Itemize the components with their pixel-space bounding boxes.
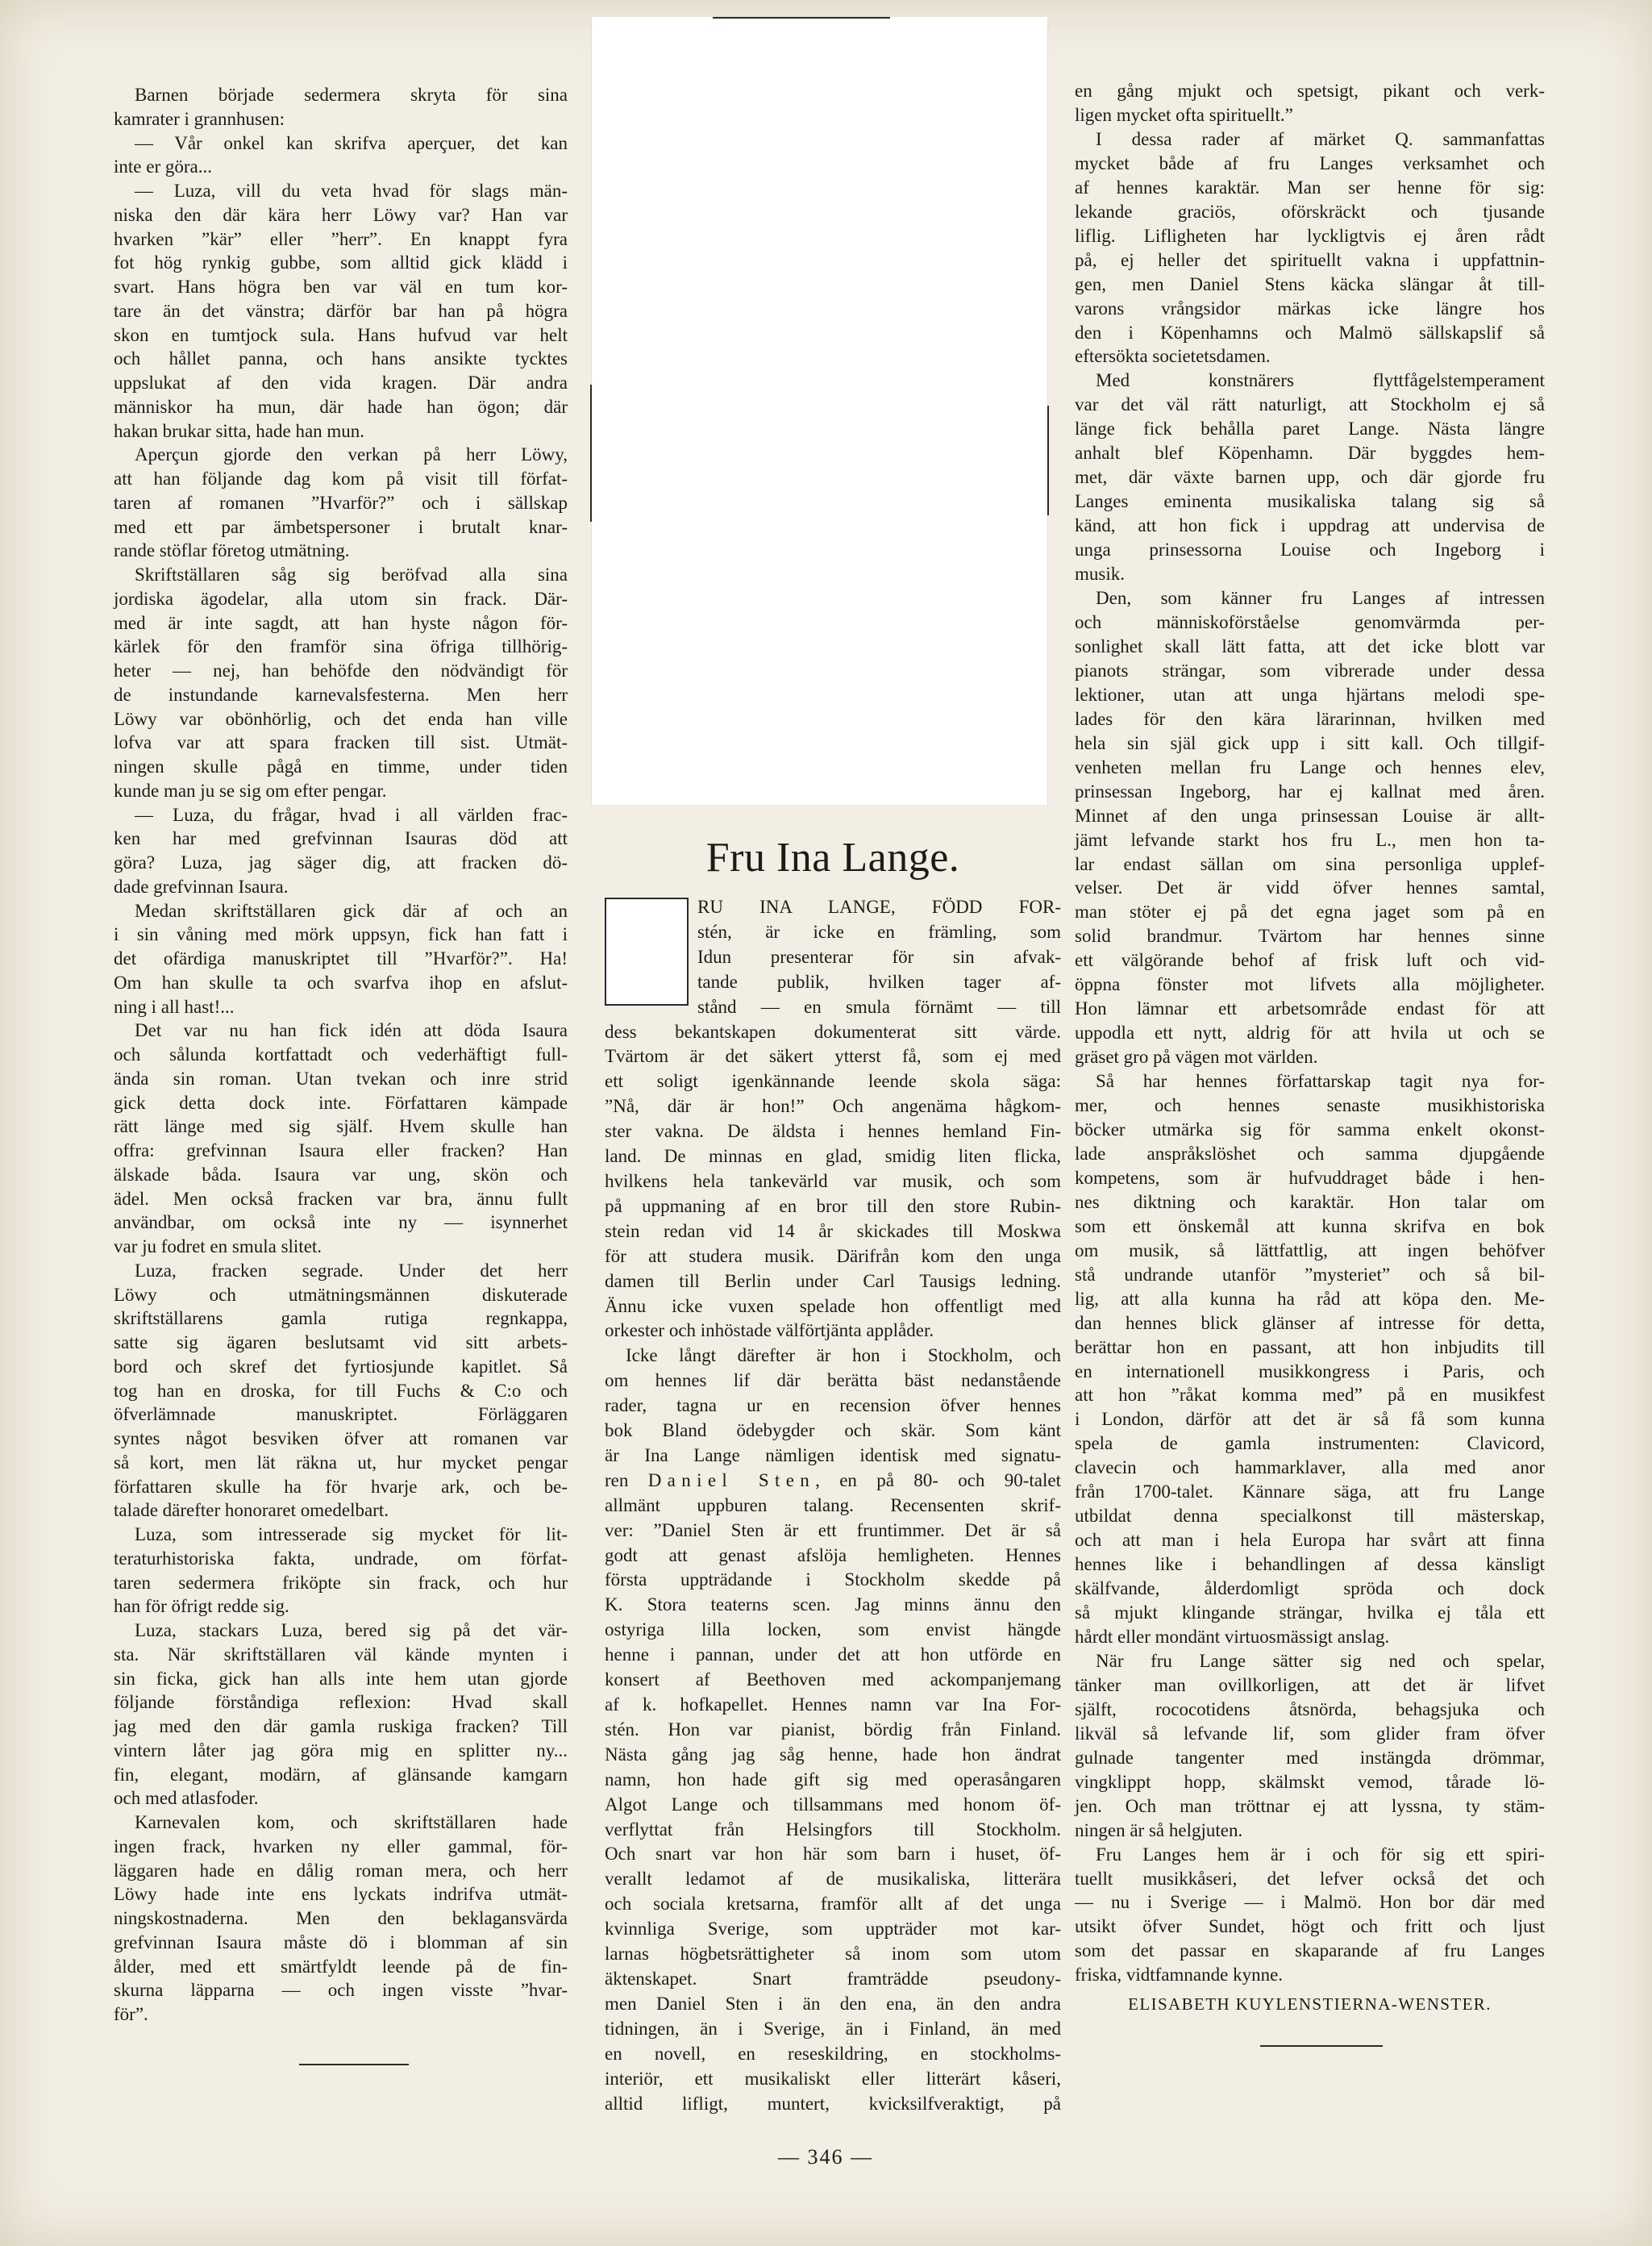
text-line: — nu i Sverige — i Malmö. Hon bor där med	[1075, 1892, 1545, 1913]
text-line: på uppmaning af en bror till den store Rubin-	[605, 1195, 1061, 1216]
text-line: ädel. Men också fracken var bra, ännu fullt	[114, 1188, 568, 1209]
text-line: han för öfrigt redde sig.	[114, 1596, 289, 1617]
text-line: land. De minnas en glad, smidig liten flicka,	[605, 1146, 1061, 1167]
text-line: stén, är icke en främling, som	[697, 921, 1061, 942]
paragraph	[114, 443, 568, 563]
text-line: tog han en droska, for till Fuchs & C:o och	[114, 1380, 568, 1401]
text-line: lig, att alla kunna ha råd att köpa den. Me-	[1075, 1288, 1545, 1309]
text-line: niska den där kära herr Löwy var? Han var	[114, 204, 568, 225]
text-line: länge fick behålla paret Lange. Nästa längre	[1075, 419, 1545, 440]
paragraph	[1075, 1069, 1545, 1649]
text-line: Tvärtom är det säkert ytterst få, som ej med	[605, 1046, 1061, 1067]
text-line: följande förståndiga reflexion: Hvad skall	[114, 1692, 568, 1713]
text-line: offra: grefvinnan Isaura eller fracken? Han	[114, 1140, 568, 1161]
text-line: ligen mycket ofta spirituellt.”	[1075, 104, 1293, 125]
paragraph	[1075, 1649, 1545, 1843]
text-line: taren af romanen ”Hvarför?” och i sällskap	[114, 492, 568, 513]
text-line: gick detta dock inte. Författaren kämpade	[114, 1092, 568, 1113]
text-line: prinsessan Ingeborg, har ej kallnat med åren.	[1075, 781, 1545, 802]
text-line: är Ina Lange nämligen identisk med signatu-	[605, 1444, 1061, 1465]
text-line: människor ha mun, där hade han ögon; där	[114, 396, 568, 417]
text-line: på, ej heller det spirituellt vakna i uppfattnin-	[1075, 249, 1545, 270]
end-divider-left	[299, 2064, 409, 2065]
text-line: varons vrångsidor märkas icke längre hos	[1075, 298, 1545, 319]
text-line: lade anspråkslöshet och samma djupgående	[1075, 1143, 1545, 1164]
author-signature: ELISABETH KUYLENSTIERNA-WENSTER.	[1128, 1994, 1492, 2015]
text-line: ända sin roman. Utan tvekan och inre strid	[114, 1068, 568, 1089]
text-line: böcker utmärka sig för samma enkelt okonst-	[1075, 1119, 1545, 1140]
text-line: så mjukt klingande strängar, hvilka ej tåla ett	[1075, 1602, 1545, 1623]
text-line: sonlighet skall lätt fatta, att det icke blott var	[1075, 635, 1545, 656]
paragraph	[1075, 79, 1545, 127]
text-line: den i Köpenhamns och Malmö sällskapslif så	[1075, 322, 1545, 343]
text-line: om musik, så lättfattlig, att ingen behöfver	[1075, 1240, 1545, 1261]
text-line: Det var nu han fick idén att döda Isaura	[135, 1020, 568, 1041]
text-line: rande stöflar företog utmätning.	[114, 540, 350, 561]
text-line: ningen är så helgjuten.	[1075, 1819, 1243, 1840]
paragraph	[1075, 127, 1545, 369]
text-line: Den, som känner fru Langes af intressen	[1096, 588, 1545, 609]
paragraph	[114, 899, 568, 1019]
text-line: ”Nå, där är hon!” Och angenäma hågkom-	[605, 1096, 1061, 1117]
paragraph	[1075, 369, 1545, 586]
text-line: Fru Langes hem är i och för sig ett spiri-	[1096, 1844, 1545, 1865]
text-line: läggaren hade en dålig roman mera, och herr	[114, 1860, 568, 1881]
text-line: hvarken ”kär” eller ”herr”. En knappt fyra	[114, 228, 568, 249]
text-line: öfverlämnade manuskriptet. Förläggaren	[114, 1404, 568, 1425]
text-line: lektioner, utan att unga hjärtans melodi spe-	[1075, 684, 1545, 705]
text-line: en internationell musikkongress i Paris, och	[1075, 1361, 1545, 1381]
spaced-signature-name: Daniel Sten	[647, 1469, 816, 1490]
text-line: lekande graciös, oförskräckt och tjusande	[1075, 201, 1545, 222]
text-line: älskade båda. Isaura var ung, skön och	[114, 1164, 568, 1185]
text-line: användbar, om också inte ny — isynnerhet	[114, 1212, 568, 1233]
text-line: K. Stora teaterns scen. Jag minns ännu den	[605, 1594, 1061, 1615]
text-line: jämt lefvande starkt hos fru L., men hon ta-	[1075, 829, 1545, 850]
text-line: göra? Luza, jag säger dig, att fracken dö-	[114, 852, 568, 873]
text-line: Medan skriftställaren gick där af och an	[135, 900, 568, 921]
text-line: Minnet af den unga prinsessan Louise är allt-	[1075, 805, 1545, 826]
text-line: verflyttat från Helsingfors till Stockholm.	[605, 1819, 1061, 1840]
text-line: men Daniel Sten i än den ena, än den andra	[605, 1993, 1061, 2014]
text-line: Langes eminenta musikaliska talang sig så	[1075, 491, 1545, 512]
text-line: Och snart var hon här som barn i huset, öf-	[605, 1844, 1061, 1865]
text-line: att han följande dag kom på visit till förfat-	[114, 469, 568, 489]
text-line: kamrater i grannhusen:	[114, 108, 285, 129]
text-line: rätt länge med sig själf. Hvem skulle han	[114, 1116, 568, 1137]
text-line: hårdt eller mondänt virtuosmässigt anslag.	[1075, 1627, 1390, 1647]
text-line: författaren skulle ha för hvarje ark, och be-	[114, 1476, 568, 1497]
text-line: Så har hennes författarskap tagit nya for-	[1096, 1071, 1545, 1092]
text-line: ster vakna. De äldsta i hennes hemland Fin-	[605, 1121, 1061, 1142]
text-line: vingklippt hopp, skälmskt vemod, tårade lö-	[1075, 1771, 1545, 1792]
text-line: Löwy var obönhörlig, och det enda han ville	[114, 708, 568, 729]
text-line: RU INA LANGE, FÖDD FOR-	[697, 897, 1061, 917]
text-line: stén. Hon var pianist, bördig från Finland.	[605, 1719, 1061, 1740]
text-line: Algot Lange och tillsammans med honom öf-	[605, 1794, 1061, 1815]
text-line: skurna läpparna — och ingen visste ”hvar-	[114, 1980, 568, 2001]
text-line: allmänt uppburen talang. Recensenten skrif-	[605, 1494, 1061, 1515]
text-line: och sociala kretsarna, framför allt af det unga	[605, 1894, 1061, 1915]
text-line: vintern låter jag göra mig en splitter ny...	[114, 1740, 568, 1761]
text-line: mer, och hennes senaste musikhistoriska	[1075, 1095, 1545, 1116]
text-line: Luza, stackars Luza, bered sig på det vär-	[135, 1620, 568, 1640]
text-line: Karnevalen kom, och skriftställaren hade	[135, 1812, 568, 1832]
text-line: hakan brukar sitta, hade han mun.	[114, 420, 365, 441]
paragraph	[114, 1811, 568, 2027]
text-line: — Vår onkel kan skrifva aperçuer, det kan	[135, 132, 568, 153]
text-line: var ju fodret en smula slitet.	[114, 1236, 322, 1256]
text-line: liflig. Lifligheten har lyckligtvis ej åren rådt	[1075, 225, 1545, 246]
text-line: met, där växte barnen upp, och där gjorde fru	[1075, 467, 1545, 488]
paragraph	[1075, 586, 1545, 1069]
text-line: Icke långt därefter är hon i Stockholm, och	[626, 1345, 1061, 1366]
text-line: inte er göra...	[114, 156, 212, 177]
text-line: Luza, som intresserade sig mycket för lit-	[135, 1524, 568, 1544]
text-line: uppodla ett nytt, aldrig för att hvila ut och se	[1075, 1023, 1545, 1044]
text-line: hela sin själ gick upp i sitt kall. Och tillgif-	[1075, 732, 1545, 753]
center-column-article	[605, 895, 1061, 2116]
text-line: de instundande karnevalsfesterna. Men herr	[114, 684, 568, 705]
text-line: ningen skulle pågå en timme, under tiden	[114, 756, 568, 777]
text-line: verallt ledamot af de musikaliska, litterära	[605, 1869, 1061, 1890]
text-line: kärlek för den framför sina öfriga tillhörig-	[114, 636, 568, 657]
page-number: — 346 —	[778, 2145, 873, 2169]
text-line: var det väl rätt naturligt, att Stockholm ej så	[1075, 394, 1545, 415]
text-line: äktenskapet. Snart framträdde pseudony-	[605, 1968, 1061, 1989]
paragraph	[605, 895, 1061, 1344]
text-line: i London, därför att det är så få som kunna	[1075, 1409, 1545, 1430]
text-line: för”.	[114, 2004, 148, 2024]
text-line: gulnade tangenter med instängda drömmar,	[1075, 1747, 1545, 1768]
text-segment: ren	[605, 1469, 648, 1490]
text-line: gräset gro på vägen mot världen.	[1075, 1047, 1318, 1068]
text-line: som ett önskemål att kunna skrifva en bok	[1075, 1215, 1545, 1236]
text-line: tare än det vänstra; därför bar han på högra	[114, 300, 568, 321]
text-line: jen. Och man tröttnar ej att lyssna, ty stäm-	[1075, 1795, 1545, 1816]
text-line: ken har med grefvinnan Isauras död att	[114, 828, 568, 849]
text-line: man stöter ej på det egna jaget som på en	[1075, 902, 1545, 923]
text-line: af k. hofkapellet. Hennes namn var Ina For-	[605, 1694, 1061, 1715]
paragraph	[114, 83, 568, 131]
text-line: från 1700-talet. Kännare säga, att fru Lange	[1075, 1481, 1545, 1502]
text-line: skriftställarens gamla rutiga regnkappa,	[114, 1308, 568, 1329]
paragraph	[114, 179, 568, 443]
text-line: bord och skref det fyrtiosjunde kapitlet. Så	[114, 1356, 568, 1377]
text-line: orkester och inhöstade välförtjänta applåder.	[605, 1320, 934, 1341]
text-line: lades för den kära lärarinnan, hvilken med	[1075, 708, 1545, 729]
text-line: När fru Lange sätter sig ned och spelar,	[1096, 1650, 1545, 1671]
paragraph	[114, 1523, 568, 1619]
photo-edge-left	[590, 385, 592, 522]
right-column-paragraphs	[1075, 79, 1545, 1987]
text-line: grefvinnan Isaura måste dö i blomman af sin	[114, 1931, 568, 1952]
text-line: och hållet panna, och hans ansikte tycktes	[114, 348, 568, 369]
text-line: musik.	[1075, 564, 1125, 585]
text-line: likväl så lefvande lif, som glider fram öfver	[1075, 1723, 1545, 1744]
text-line: så kort, men lät räkna ut, hur mycket pengar	[114, 1452, 568, 1473]
text-line: talade därefter honoraret omedelbart.	[114, 1500, 389, 1521]
text-line: hennes like i behandlingen af dessa känsligt	[1075, 1554, 1545, 1575]
text-line: pianots strängar, som vibrerade under dessa	[1075, 660, 1545, 681]
text-line: uppslukat af den vida kragen. Där andra	[114, 373, 568, 393]
text-line: velser. Det är vidd öfver hennes samtal,	[1075, 877, 1545, 898]
text-line: och sålunda kortfattadt och vederhäftigt full-	[114, 1044, 568, 1065]
paragraph	[605, 1344, 1061, 2116]
text-line: dess bekantskapen dokumenterat sitt värde.	[605, 1021, 1061, 1042]
text-line: ålder, med ett smärtfyldt leende på de fin-	[114, 1956, 568, 1977]
text-line: I dessa rader af märket Q. sammanfattas	[1096, 128, 1545, 149]
text-line: lar endast sällan om sina personliga upplef-	[1075, 853, 1545, 874]
text-line: för att studera musik. Därifrån kom den unga	[605, 1245, 1061, 1266]
text-line: larnas högbetsrättigheter så inom som utom	[605, 1944, 1061, 1965]
left-column-story	[114, 83, 568, 2027]
text-line: sin ficka, gick han alls inte hem utan gjorde	[114, 1668, 568, 1689]
text-line: Hon lämnar ett arbetsområde endast för att	[1075, 998, 1545, 1019]
paragraph	[114, 803, 568, 899]
text-line: dan hennes blick glänser af intresse för detta,	[1075, 1312, 1545, 1333]
text-segment: , en på 80- och 90-talet	[815, 1469, 1061, 1490]
text-line: fot hög rynkig gubbe, som alltid gick klädd i	[114, 252, 568, 273]
text-line: clavecin och hammarklaver, alla med anor	[1075, 1457, 1545, 1478]
photo-edge-top	[713, 17, 890, 19]
text-line: svart. Hans högra ben var väl en tum kor-	[114, 277, 568, 297]
text-line: Barnen började sedermera skryta för sina	[135, 85, 568, 105]
text-line: skon en tumtjock sula. Hans hufvud var helt	[114, 324, 568, 345]
text-line: damen till Berlin under Carl Tausigs ledning.	[605, 1270, 1061, 1291]
text-line: med ett par ämbetspersoner i brutalt knar-	[114, 516, 568, 537]
right-column-article	[1075, 79, 1545, 2016]
text-line: henne i pannan, under det att hon utförde en	[605, 1644, 1061, 1665]
text-line: — Luza, vill du veta hvad för slags män-	[135, 181, 568, 201]
photo-edge-right	[1047, 406, 1049, 515]
text-line: och människoförståelse genomvärmda per-	[1075, 611, 1545, 632]
text-line: ingen frack, hvarken ny eller gammal, för-	[114, 1836, 568, 1856]
text-line: namn, hon hade gift sig med operasångaren	[605, 1769, 1061, 1790]
text-line: känd, att hon fick i uppdrag att undervisa de	[1075, 515, 1545, 536]
text-line: jag med den där gamla ruskiga fracken? Till	[114, 1716, 568, 1736]
text-line: mycket både af fru Langes verksamhet och	[1075, 152, 1545, 173]
text-line: dade grefvinnan Isaura.	[114, 876, 289, 897]
text-line: Skriftställaren såg sig beröfvad alla sina	[135, 565, 568, 585]
text-line: — Luza, du frågar, hvad i all världen frac-	[135, 804, 568, 825]
text-line: om hennes lif där berätta bäst nedanstående	[605, 1370, 1061, 1391]
text-line: Luza, fracken segrade. Under det herr	[135, 1260, 568, 1281]
text-line: sta. När skriftställaren väl kände mynten i	[114, 1644, 568, 1665]
text-line: utbildat denna specialkonst till mästerskap,	[1075, 1506, 1545, 1527]
text-line: eftersökta societetsdamen.	[1075, 346, 1271, 367]
text-line: Aperçun gjorde den verkan på herr Löwy,	[135, 444, 568, 465]
text-line: ostyriga lilla locken, som envist hängde	[605, 1619, 1061, 1640]
text-line: friska, vidtfamnande kynne.	[1075, 1965, 1284, 1986]
text-line: ning i all hast!...	[114, 996, 235, 1017]
text-line: i sin våning med mörk uppsyn, fick han fatt i	[114, 924, 568, 945]
text-line: jordiska ägodelar, alla utom sin frack. Där-	[114, 588, 568, 609]
paragraph	[114, 1619, 568, 1811]
text-line: ver: ”Daniel Sten är ett fruntimmer. Det är så	[605, 1519, 1061, 1540]
text-line: ett välgörande behof af frisk luft och vid-	[1075, 950, 1545, 971]
text-line: nes diktning och karaktär. Hon talar om	[1075, 1191, 1545, 1212]
text-line: med är inte sagdt, att han hyste någon för-	[114, 612, 568, 633]
text-line: tidningen, än i Sverige, än i Finland, än med	[605, 2018, 1061, 2039]
text-line: själft, rococotidens åtsnörda, behagsjuka och	[1075, 1698, 1545, 1719]
paragraph	[114, 1259, 568, 1523]
text-line: stå undrande utanför ”mysteriet” och så bil-	[1075, 1264, 1545, 1285]
text-line: Löwy och utmätningsmännen diskuterade	[114, 1284, 568, 1305]
text-line: af hennes karaktär. Man ser henne för sig:	[1075, 177, 1545, 198]
text-line: kvinnliga Sverige, som uppträder mot kar-	[605, 1919, 1061, 1940]
text-line: rader, tagna ur en recension öfver hennes	[605, 1395, 1061, 1416]
text-line: godt att genast afslöja hemligheten. Hennes	[605, 1544, 1061, 1565]
text-line: alltid lifligt, muntert, kvicksilfveraktigt, på	[605, 2093, 1061, 2114]
text-line: stånd — en smula förnämt — till	[697, 996, 1061, 1017]
text-line: tande publik, hvilken tager af-	[697, 971, 1061, 992]
text-line: Med konstnärers flyttfågelstemperament	[1096, 370, 1545, 391]
text-line: venheten mellan fru Lange och hennes elev,	[1075, 756, 1545, 777]
text-line: lofva var att spara fracken till sist. Utmät-	[114, 732, 568, 753]
text-line: öppna fönster mot lifvets alla möjligheter.	[1075, 974, 1545, 995]
text-line: första uppträdande i Stockholm skedde på	[605, 1569, 1061, 1590]
text-line: berättar hon en passant, att hon inbjudits till	[1075, 1336, 1545, 1357]
paragraph	[1075, 1843, 1545, 1988]
text-line: tänker man ovillkorligen, att det är lifvet	[1075, 1674, 1545, 1695]
text-line: Ännu icke vuxen spelade hon offentligt med	[605, 1295, 1061, 1316]
text-line: skälfvande, ålderdomligt spröda och dock	[1075, 1578, 1545, 1599]
text-line: spela de gamla instrumenten: Clavicord,	[1075, 1433, 1545, 1454]
text-line: en gång mjukt och spetsigt, pikant och verk-	[1075, 81, 1545, 101]
text-line: som det passar en skaparande af fru Langes	[1075, 1940, 1545, 1961]
photo-placeholder	[591, 17, 1048, 805]
text-line: Löwy hade inte ens lyckats indrifva utmät-	[114, 1884, 568, 1905]
text-line: och att man i hela Europa har svårt att finna	[1075, 1530, 1545, 1551]
text-line: anhalt blef Köpenhamn. Där byggdes hem-	[1075, 443, 1545, 464]
text-line: hvilkens hela tankevärld var musik, och som	[605, 1170, 1061, 1191]
text-line: ningskostnaderna. Men den beklagansvärda	[114, 1908, 568, 1928]
article-title: Fru Ina Lange.	[705, 835, 960, 881]
text-line	[605, 1469, 1061, 1494]
text-line: solid brandmur. Tvärtom har hennes sinne	[1075, 926, 1545, 947]
text-line: syntes något besviken öfver att romanen var	[114, 1428, 568, 1448]
text-line: tuellt musikkåseri, det lefver också det och	[1075, 1868, 1545, 1889]
text-line: konsert af Beethoven med ackompanjemang	[605, 1669, 1061, 1690]
text-line: kompetens, som är hufvuddraget både i hen-	[1075, 1167, 1545, 1188]
text-line: taren sedermera friköpte sin frack, och hur	[114, 1572, 568, 1593]
text-line: Nästa gång jag såg henne, hade hon ändrat	[605, 1744, 1061, 1765]
text-line: teraturhistoriska fakta, undrade, om förfat-	[114, 1548, 568, 1569]
text-line: ett soligt igenkännande leende skola säga:	[605, 1071, 1061, 1092]
text-line: unga prinsessorna Louise och Ingeborg i	[1075, 540, 1545, 560]
text-line: utsikt öfver Sundet, högt och fritt och ljust	[1075, 1916, 1545, 1937]
paragraph	[114, 1019, 568, 1259]
paragraph	[114, 131, 568, 180]
paragraph	[114, 563, 568, 803]
text-line: kunde man ju se sig om efter pengar.	[114, 780, 387, 801]
text-line: en novell, en reseskildring, en stockholms-	[605, 2043, 1061, 2064]
text-line: interiör, ett musikaliskt eller litterärt kåseri,	[605, 2068, 1061, 2089]
text-line: att hon ”råkat komma med” på en musikfest	[1075, 1385, 1545, 1406]
text-line: heter — nej, han behöfde den nödvändigt för	[114, 660, 568, 681]
text-line: fin, elegant, modärn, af glänsande kamgarn	[114, 1764, 568, 1785]
end-divider-right	[1260, 2045, 1383, 2047]
text-line: stein redan vid 14 år skickades till Moskwa	[605, 1220, 1061, 1241]
text-line: och med atlasfoder.	[114, 1788, 259, 1809]
text-line: Om han skulle ta och svarfva ihop en afslut-	[114, 972, 568, 993]
text-line: gen, men Daniel Stens käcka slängar åt till-	[1075, 273, 1545, 294]
text-line: satte sig ägaren beslutsamt vid sitt arbets-	[114, 1332, 568, 1352]
text-line: Idun presenterar för sin afvak-	[697, 946, 1061, 967]
text-line: bok Bland ödebygder och skär. Som känt	[605, 1420, 1061, 1441]
text-line: det ofärdiga manuskriptet till ”Hvarför?”. Ha!	[114, 948, 568, 969]
